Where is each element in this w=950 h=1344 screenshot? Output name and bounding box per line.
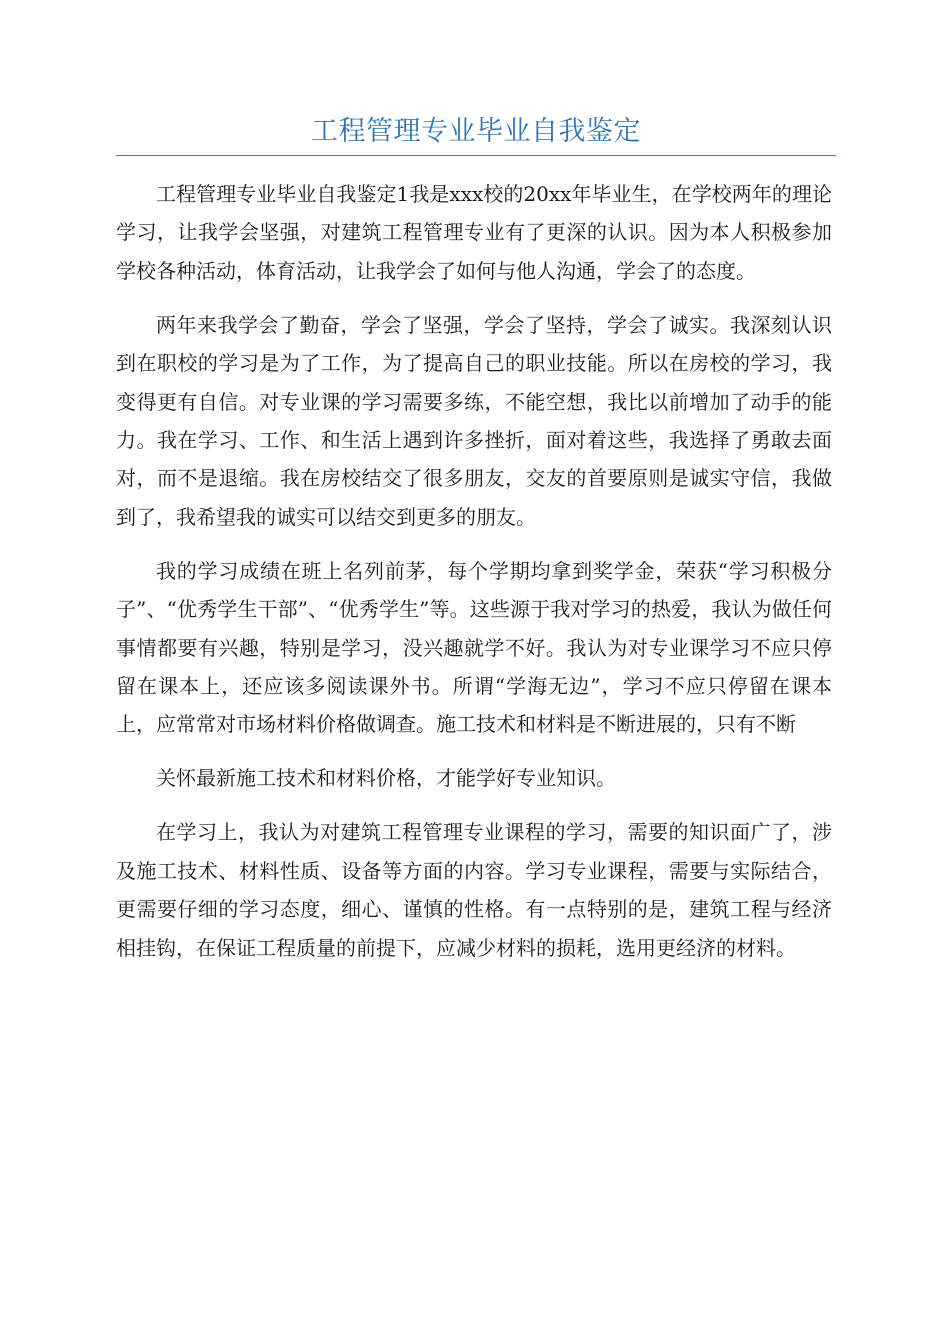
body-paragraph-3: 我的学习成绩在班上名列前茅，每个学期均拿到奖学金，荣获“学习积极分子”、“优秀学生干部”、“优秀学生”等。这些源于我对学习的热爱，我认为做任何事情都要有兴趣，特别是学习，没兴趣就学不好。我认为对专业课学习不应只停留在课本上，还应该多阅读课外书。所谓“学海无边”，学习不应只停留在课本上，应常常对市场材料价格做调查。施工技术和材料是不断进展的，只有不断 [116, 558, 832, 737]
document-body [116, 175, 832, 983]
body-paragraph-4: 关怀最新施工技术和材料价格，才能学好专业知识。 [156, 766, 616, 791]
body-paragraph-5: 在学习上，我认为对建筑工程管理专业课程的学习，需要的知识面广了，涉及施工技术、材料性质、设备等方面的内容。学习专业课程，需要与实际结合，更需要仔细的学习态度，细心、谨慎的性格。有一点特别的是，建筑工程与经济相挂钩，在保证工程质量的前提下，应减少材料的损耗，选用更经济的材料。 [116, 820, 832, 960]
body-paragraph-2: 两年来我学会了勤奋，学会了坚强，学会了坚持，学会了诚实。我深刻认识到在职校的学习是为了工作，为了提高自己的职业技能。所以在房校的学习，我变得更有自信。对专业课的学习需要多练，不能空想，我比以前增加了动手的能力。我在学习、工作、和生活上遇到许多挫折，面对着这些，我选择了勇敢去面对，而不是退缩。我在房校结交了很多朋友，交友的首要原则是诚实守信，我做到了，我希望我的诚实可以结交到更多的朋友。 [116, 312, 832, 529]
document-title: 工程管理专业毕业自我鉴定 [311, 116, 641, 147]
title-underline-rule [116, 155, 836, 156]
body-paragraph-1: 工程管理专业毕业自我鉴定1我是xxx校的20xx年毕业生，在学校两年的理论学习，让我学会坚强，对建筑工程管理专业有了更深的认识。因为本人积极参加学校各种活动，体育活动，让我学会了如何与他人沟通，学会了的态度。 [116, 182, 832, 283]
